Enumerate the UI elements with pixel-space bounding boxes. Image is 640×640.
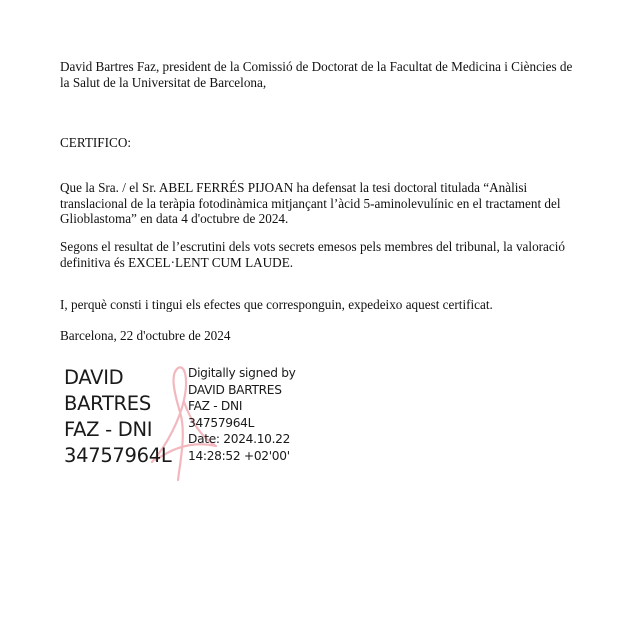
- closing-paragraph: I, perquè consti i tingui els efectes que corresponguin, expedeixo aquest certificat.: [60, 297, 493, 312]
- signer-name-line: BARTRES: [64, 392, 151, 415]
- signer-name-line: DAVID: [64, 366, 124, 389]
- digital-signature-details[interactable]: [188, 365, 296, 465]
- signature-date-line: Date: 2024.10.22: [188, 432, 291, 447]
- signer-name-block: [64, 365, 171, 469]
- signature-detail-line: Digitally signed by: [188, 366, 296, 380]
- signer-name-line: 34757964L: [64, 444, 172, 467]
- intro-paragraph: David Bartres Faz, president de la Comissió de Doctorat de la Facultat de Medicina i Ciències de la Salut de la Universitat de Barcelona,: [60, 59, 573, 90]
- signature-detail-line: FAZ - DNI: [188, 399, 243, 414]
- result-paragraph: Segons el resultat de l’escrutini dels vots secrets emesos pels membres del tribunal, la valoració definitiva és EXCEL·LENT CUM LAUDE.: [60, 239, 566, 270]
- signature-time-line: 14:28:52 +02'00': [188, 448, 290, 463]
- place-date: Barcelona, 22 d'octubre de 2024: [60, 328, 231, 343]
- certifico-heading: CERTIFICO:: [60, 135, 132, 150]
- signature-detail-line: DAVID BARTRES: [188, 382, 282, 397]
- signer-name-line: FAZ - DNI: [64, 418, 153, 441]
- thesis-defense-paragraph: Que la Sra. / el Sr. ABEL FERRÉS PIJOAN ha defensat la tesi doctoral titulada “Anàlisi translacional de la teràpia fotodinàmica mitjançant l’àcid 5-aminolevulínic en el tractament del Glioblastoma” en data 4 d'octubre de 2024.: [60, 180, 561, 227]
- signature-detail-line: 34757964L: [188, 415, 255, 430]
